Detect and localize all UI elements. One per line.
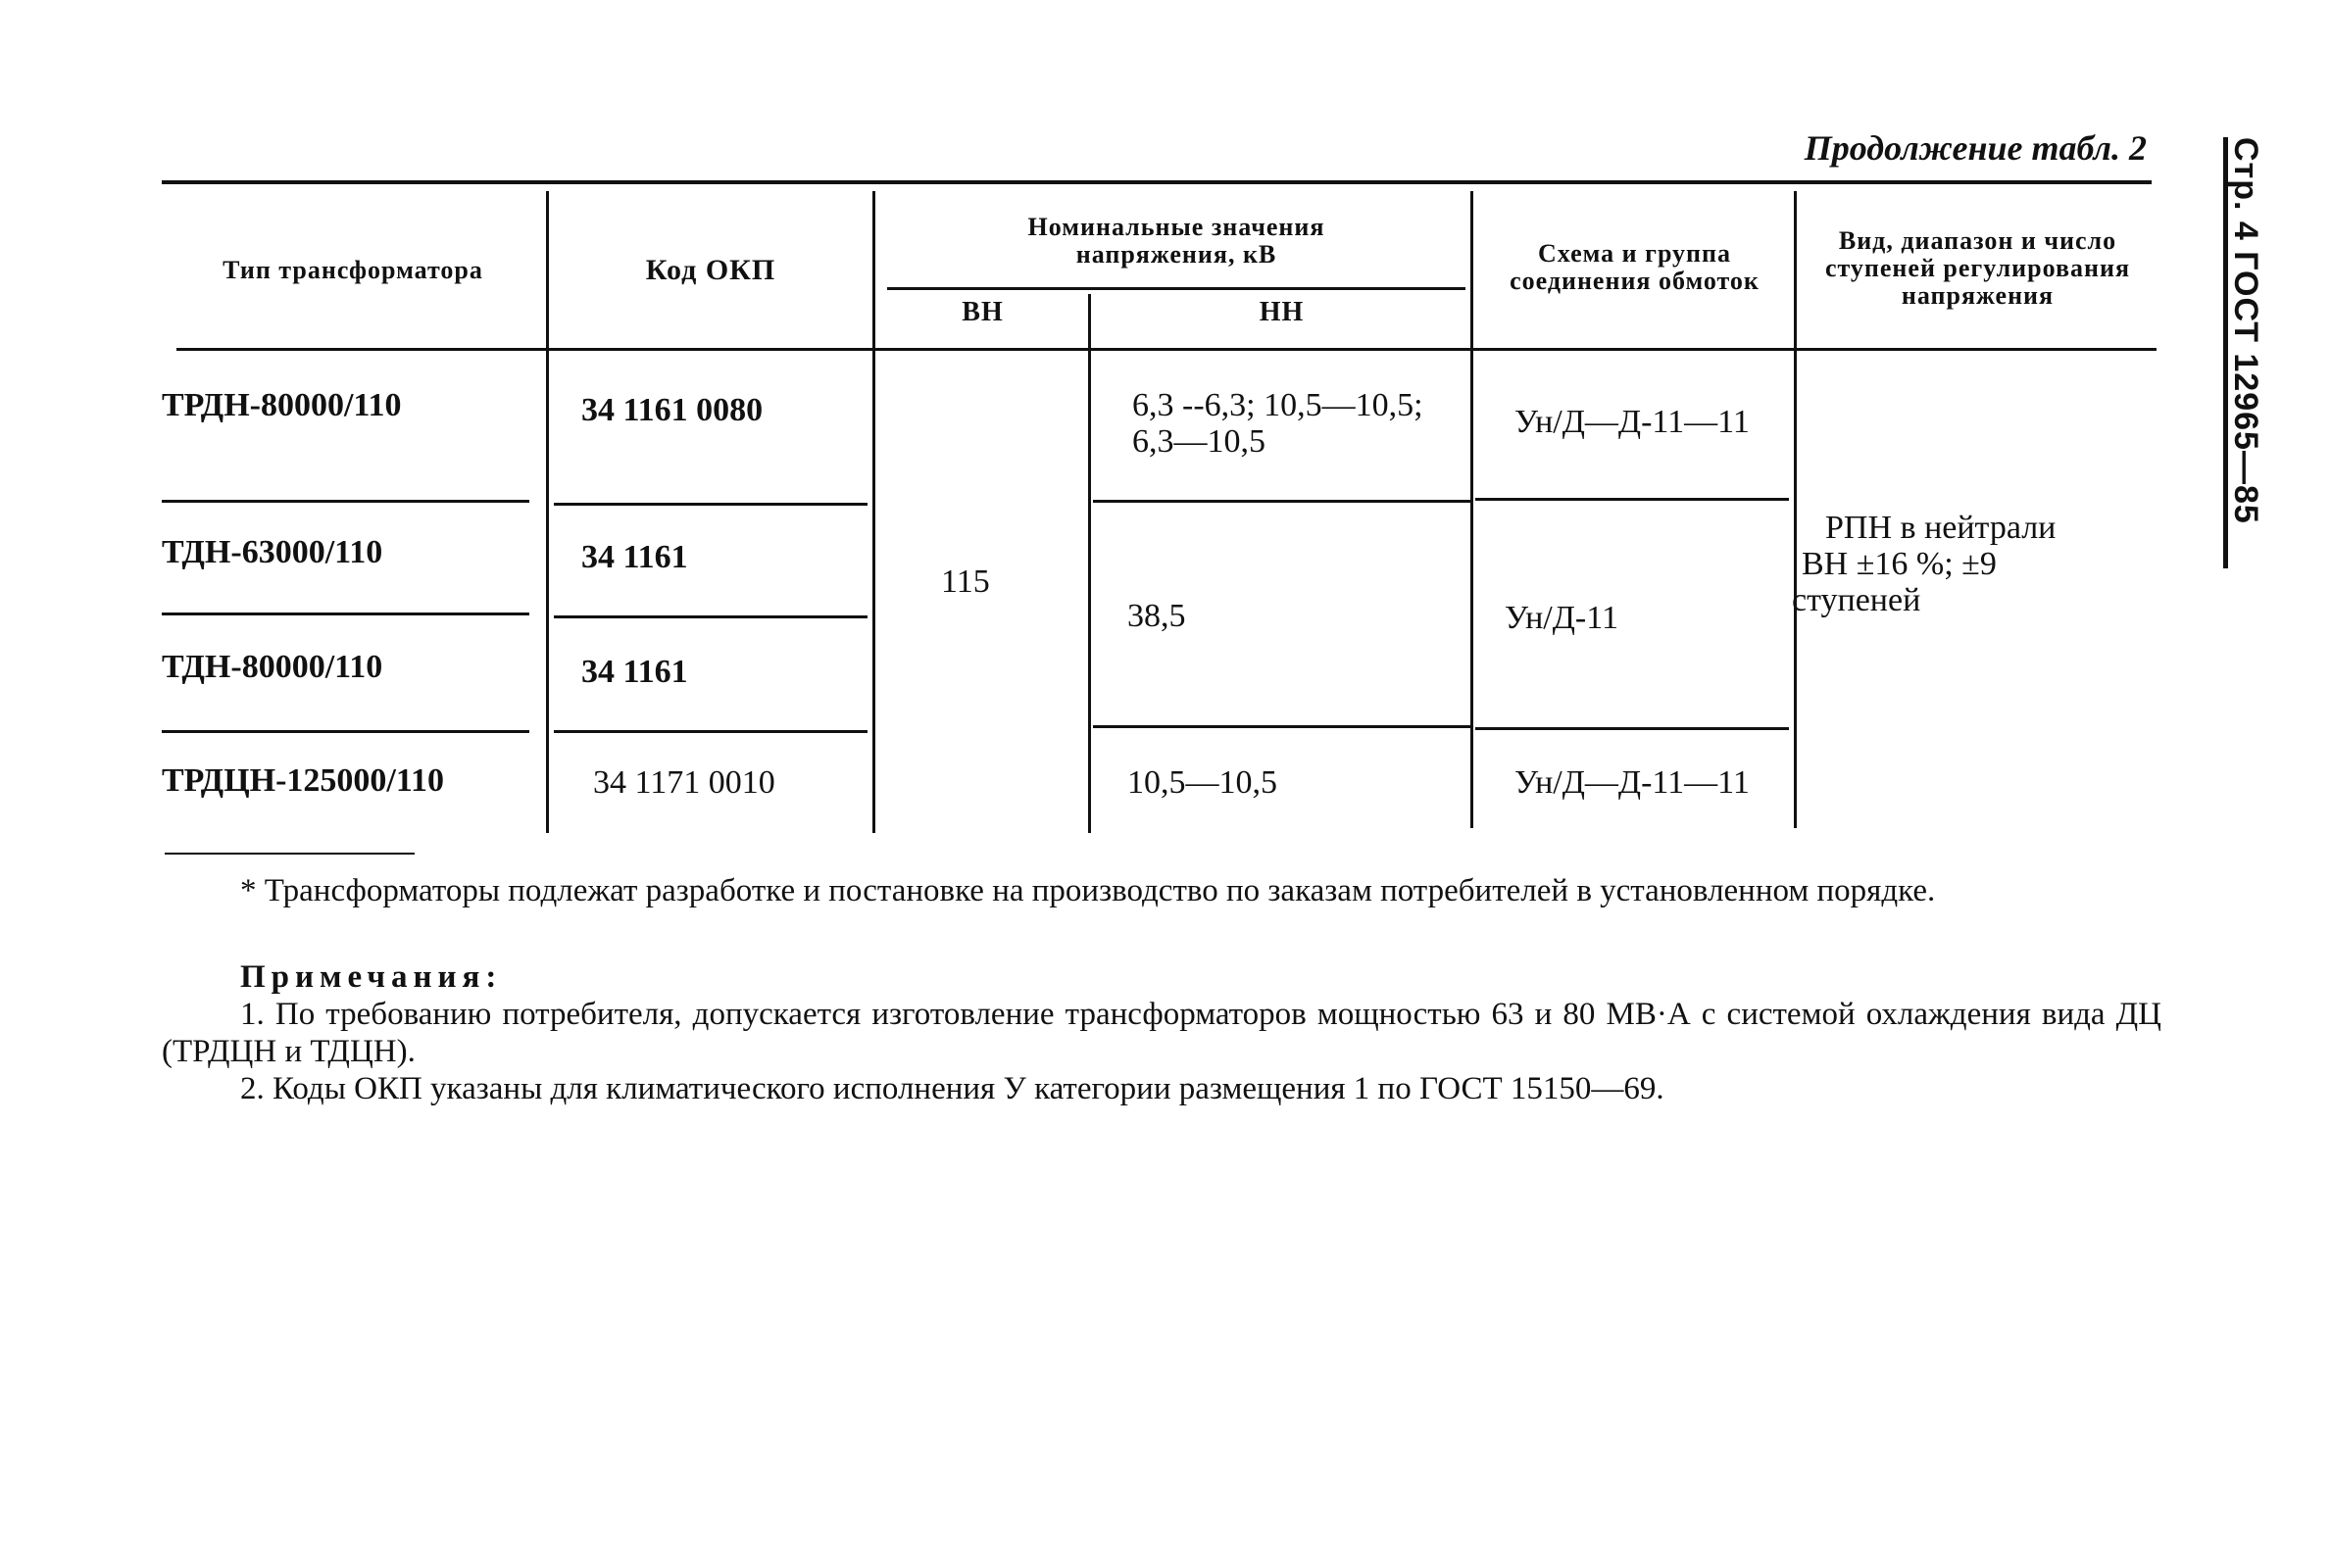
nn-value-3: 10,5—10,5 xyxy=(1127,764,1277,801)
notes-title: Примечания: xyxy=(240,959,503,995)
col-rule-2 xyxy=(872,191,875,833)
header-okp: Код ОКП xyxy=(645,254,776,286)
row-rule-a1 xyxy=(162,500,529,503)
row-rule-a2 xyxy=(554,503,868,506)
header-vn: ВН xyxy=(962,297,1004,327)
header-type: Тип трансформатора xyxy=(223,256,483,284)
regulation-line-1: РПН в нейтрали xyxy=(1825,510,2057,546)
side-page-header: Стр. 4 ГОСТ 12965—85 xyxy=(2227,137,2264,524)
vn-value: 115 xyxy=(941,564,990,600)
header-voltage-group: Номинальные значения напряжения, кВ xyxy=(1027,213,1325,269)
scheme-value-3: Ун/Д—Д-11—11 xyxy=(1514,764,1750,801)
nn-value-1b: 6,3—10,5 xyxy=(1132,423,1265,460)
row-rule-b1 xyxy=(162,612,529,615)
header-bottom-rule xyxy=(176,348,2157,351)
row-rule-a4 xyxy=(1475,498,1789,501)
col-rule-1 xyxy=(546,191,549,833)
footnote-text: * Трансформаторы подлежат разработке и постановке на производство по заказам потребителей в установленном порядке. xyxy=(240,873,1936,908)
scheme-value-1: Ун/Д—Д-11—11 xyxy=(1514,404,1750,440)
table-continuation-caption: Продолжение табл. 2 xyxy=(1804,128,2147,168)
footnote-rule xyxy=(165,853,415,855)
col-rule-5 xyxy=(1794,191,1797,828)
row-4-type: ТРДЦН-125000/110 xyxy=(162,762,444,799)
row-3-type: ТДН-80000/110 xyxy=(162,649,383,685)
col-rule-3 xyxy=(1088,294,1091,833)
footnote xyxy=(162,872,2161,909)
row-4-okp: 34 1171 0010 xyxy=(593,764,775,801)
note-1: 1. По требованию потребителя, допускается изготовление трансформаторов мощностью 63 и 80 МВ·А с системой охлаждения вида ДЦ (ТРДЦН и ТДЦН). xyxy=(162,997,2161,1069)
voltage-subheader-rule xyxy=(887,287,1465,290)
row-rule-b2 xyxy=(554,615,868,618)
scheme-value-2: Ун/Д-11 xyxy=(1505,600,1618,636)
row-rule-c4 xyxy=(1475,727,1789,730)
notes-block xyxy=(162,958,2161,1107)
col-rule-4 xyxy=(1470,191,1473,828)
row-rule-c1 xyxy=(162,730,529,733)
header-nn: НН xyxy=(1259,297,1305,327)
nn-value-1a: 6,3 --6,3; 10,5—10,5; xyxy=(1132,387,1423,423)
regulation-line-2: ВН ±16 %; ±9 xyxy=(1802,546,1997,582)
header-scheme: Схема и группа соединения обмоток xyxy=(1510,239,1760,295)
header-regulation: Вид, диапазон и число ступеней регулирования напряжения xyxy=(1824,226,2131,310)
row-1-type: ТРДН-80000/110 xyxy=(162,387,402,423)
nn-value-2: 38,5 xyxy=(1127,598,1186,634)
row-3-okp: 34 1161 xyxy=(581,654,688,690)
row-rule-c3 xyxy=(1093,725,1470,728)
table-top-rule xyxy=(162,180,2152,184)
row-2-okp: 34 1161 xyxy=(581,539,688,575)
row-rule-c2 xyxy=(554,730,868,733)
row-rule-a3 xyxy=(1093,500,1470,503)
note-2: 2. Коды ОКП указаны для климатического исполнения У категории размещения 1 по ГОСТ 15150—69. xyxy=(240,1071,1664,1106)
regulation-line-3: ступеней xyxy=(1792,582,1921,618)
row-1-okp: 34 1161 0080 xyxy=(581,392,764,428)
row-2-type: ТДН-63000/110 xyxy=(162,534,383,570)
